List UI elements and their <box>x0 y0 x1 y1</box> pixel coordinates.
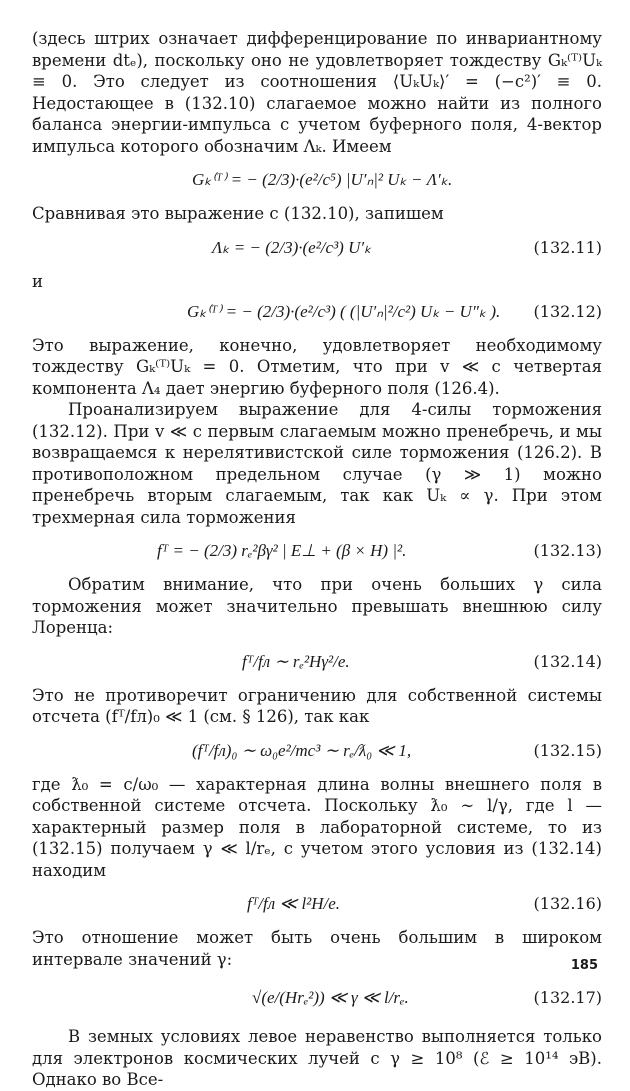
equation-number: (132.12) <box>533 301 602 321</box>
equation-body: fᵀ = − (2/3) rₑ²βγ² | E⊥ + (β × H) |². <box>157 541 407 560</box>
equation-body: Gₖ⁽ᵀ⁾ = − (2/3)·(e²/c⁵) |U′ₙ|² Uₖ − Λ′ₖ. <box>192 170 453 189</box>
equation-132-14 <box>32 643 602 681</box>
equation-132-16 <box>32 885 602 923</box>
equation-body: (fᵀ/fл)₀ ∼ ω₀e²/mc³ ∼ rₑ/ƛ₀ ≪ 1, <box>192 740 412 760</box>
equation-132-12 <box>32 293 602 331</box>
equation-132-17 <box>32 974 602 1022</box>
equation-number: (132.11) <box>533 237 602 257</box>
paragraph-2: Сравнивая это выражение с (132.10), запишем <box>32 204 444 223</box>
equation-number: (132.14) <box>533 651 602 671</box>
equation-132-13 <box>32 532 602 570</box>
paragraph-8: где ƛ₀ = c/ω₀ — характерная длина волны внешнего поля в собственной системе отсчета. Поскольку ƛ₀ ∼ l/γ, где l — характерный размер поля в лабораторной системе, то из (132.15) получаем γ ≪ l/rₑ, с учетом этого условия из (132.14) находим <box>32 774 602 880</box>
equation-number: (132.13) <box>533 541 602 560</box>
paragraph-1: (здесь штрих означает дифференцирование по инвариантному времени dtₑ), поскольку оно не удовлетворяет тождеству Gₖ⁽ᵀ⁾Uₖ ≡ 0. Это следует из соотношения ⟨UₖUₖ⟩′ = (−c²)′ ≡ 0. Недостающее в (132.10) слагаемое можно найти из полного баланса энергии-импульса с учетом буферного поля, 4-вектор импульса которого обозначим Λₖ. Имеем <box>32 29 602 156</box>
paragraph-7: Это не противоречит ограничению для собственной системы отсчета (fᵀ/fл)₀ ≪ 1 (см. § 126), так как <box>32 685 602 726</box>
equation-body: fᵀ/fл ≪ l²H/e. <box>247 894 341 913</box>
equation-0 <box>32 161 602 199</box>
paragraph-9: Это отношение может быть очень большим в широком интервале значений γ: <box>32 928 602 969</box>
equation-number: (132.16) <box>533 894 602 913</box>
equation-number: (132.15) <box>533 740 602 760</box>
paragraph-4: Это выражение, конечно, удовлетворяет необходимому тождеству Gₖ⁽ᵀ⁾Uₖ = 0. Отметим, что при v ≪ c четвертая компонента Λ₄ дает энергию буферного поля (126.4). <box>32 335 602 398</box>
equation-number: (132.17) <box>533 988 602 1007</box>
paragraph-5: Проанализируем выражение для 4-силы торможения (132.12). При v ≪ c первым слагаемым можно пренебречь, и мы возвращаемся к нерелятивистской силе торможения (126.2). В противоположном предельном случае (γ ≫ 1) можно пренебречь вторым слагаемым, так как Uₖ ∝ γ. При этом трехмерная сила торможения <box>32 400 602 527</box>
equation-body: √(e/(Hrₑ²)) ≪ γ ≪ l/rₑ. <box>252 988 409 1007</box>
paragraph-10: В земных условиях левое неравенство выполняется только для электронов космических лучей с γ ≥ 10⁸ (ℰ ≥ 10¹⁴ эВ). Однако во Все- <box>32 1027 602 1089</box>
page-number: 185 <box>570 958 598 973</box>
equation-body: Gₖ⁽ᵀ⁾ = − (2/3)·(e²/c³) ( (|U′ₙ|²/c²) Uₖ − U″ₖ ). <box>187 301 501 321</box>
paragraph-6: Обратим внимание, что при очень больших γ сила торможения может значительно превышать внешнюю силу Лоренца: <box>32 575 602 637</box>
equation-body: fᵀ/fл ∼ rₑ²Hγ²/e. <box>242 651 350 671</box>
page-body <box>32 28 602 1091</box>
equation-body: Λₖ = − (2/3)·(e²/c³) U′ₖ <box>212 237 372 257</box>
paragraph-3: и <box>32 271 43 291</box>
equation-132-15 <box>32 732 602 770</box>
equation-132-11 <box>32 229 602 267</box>
